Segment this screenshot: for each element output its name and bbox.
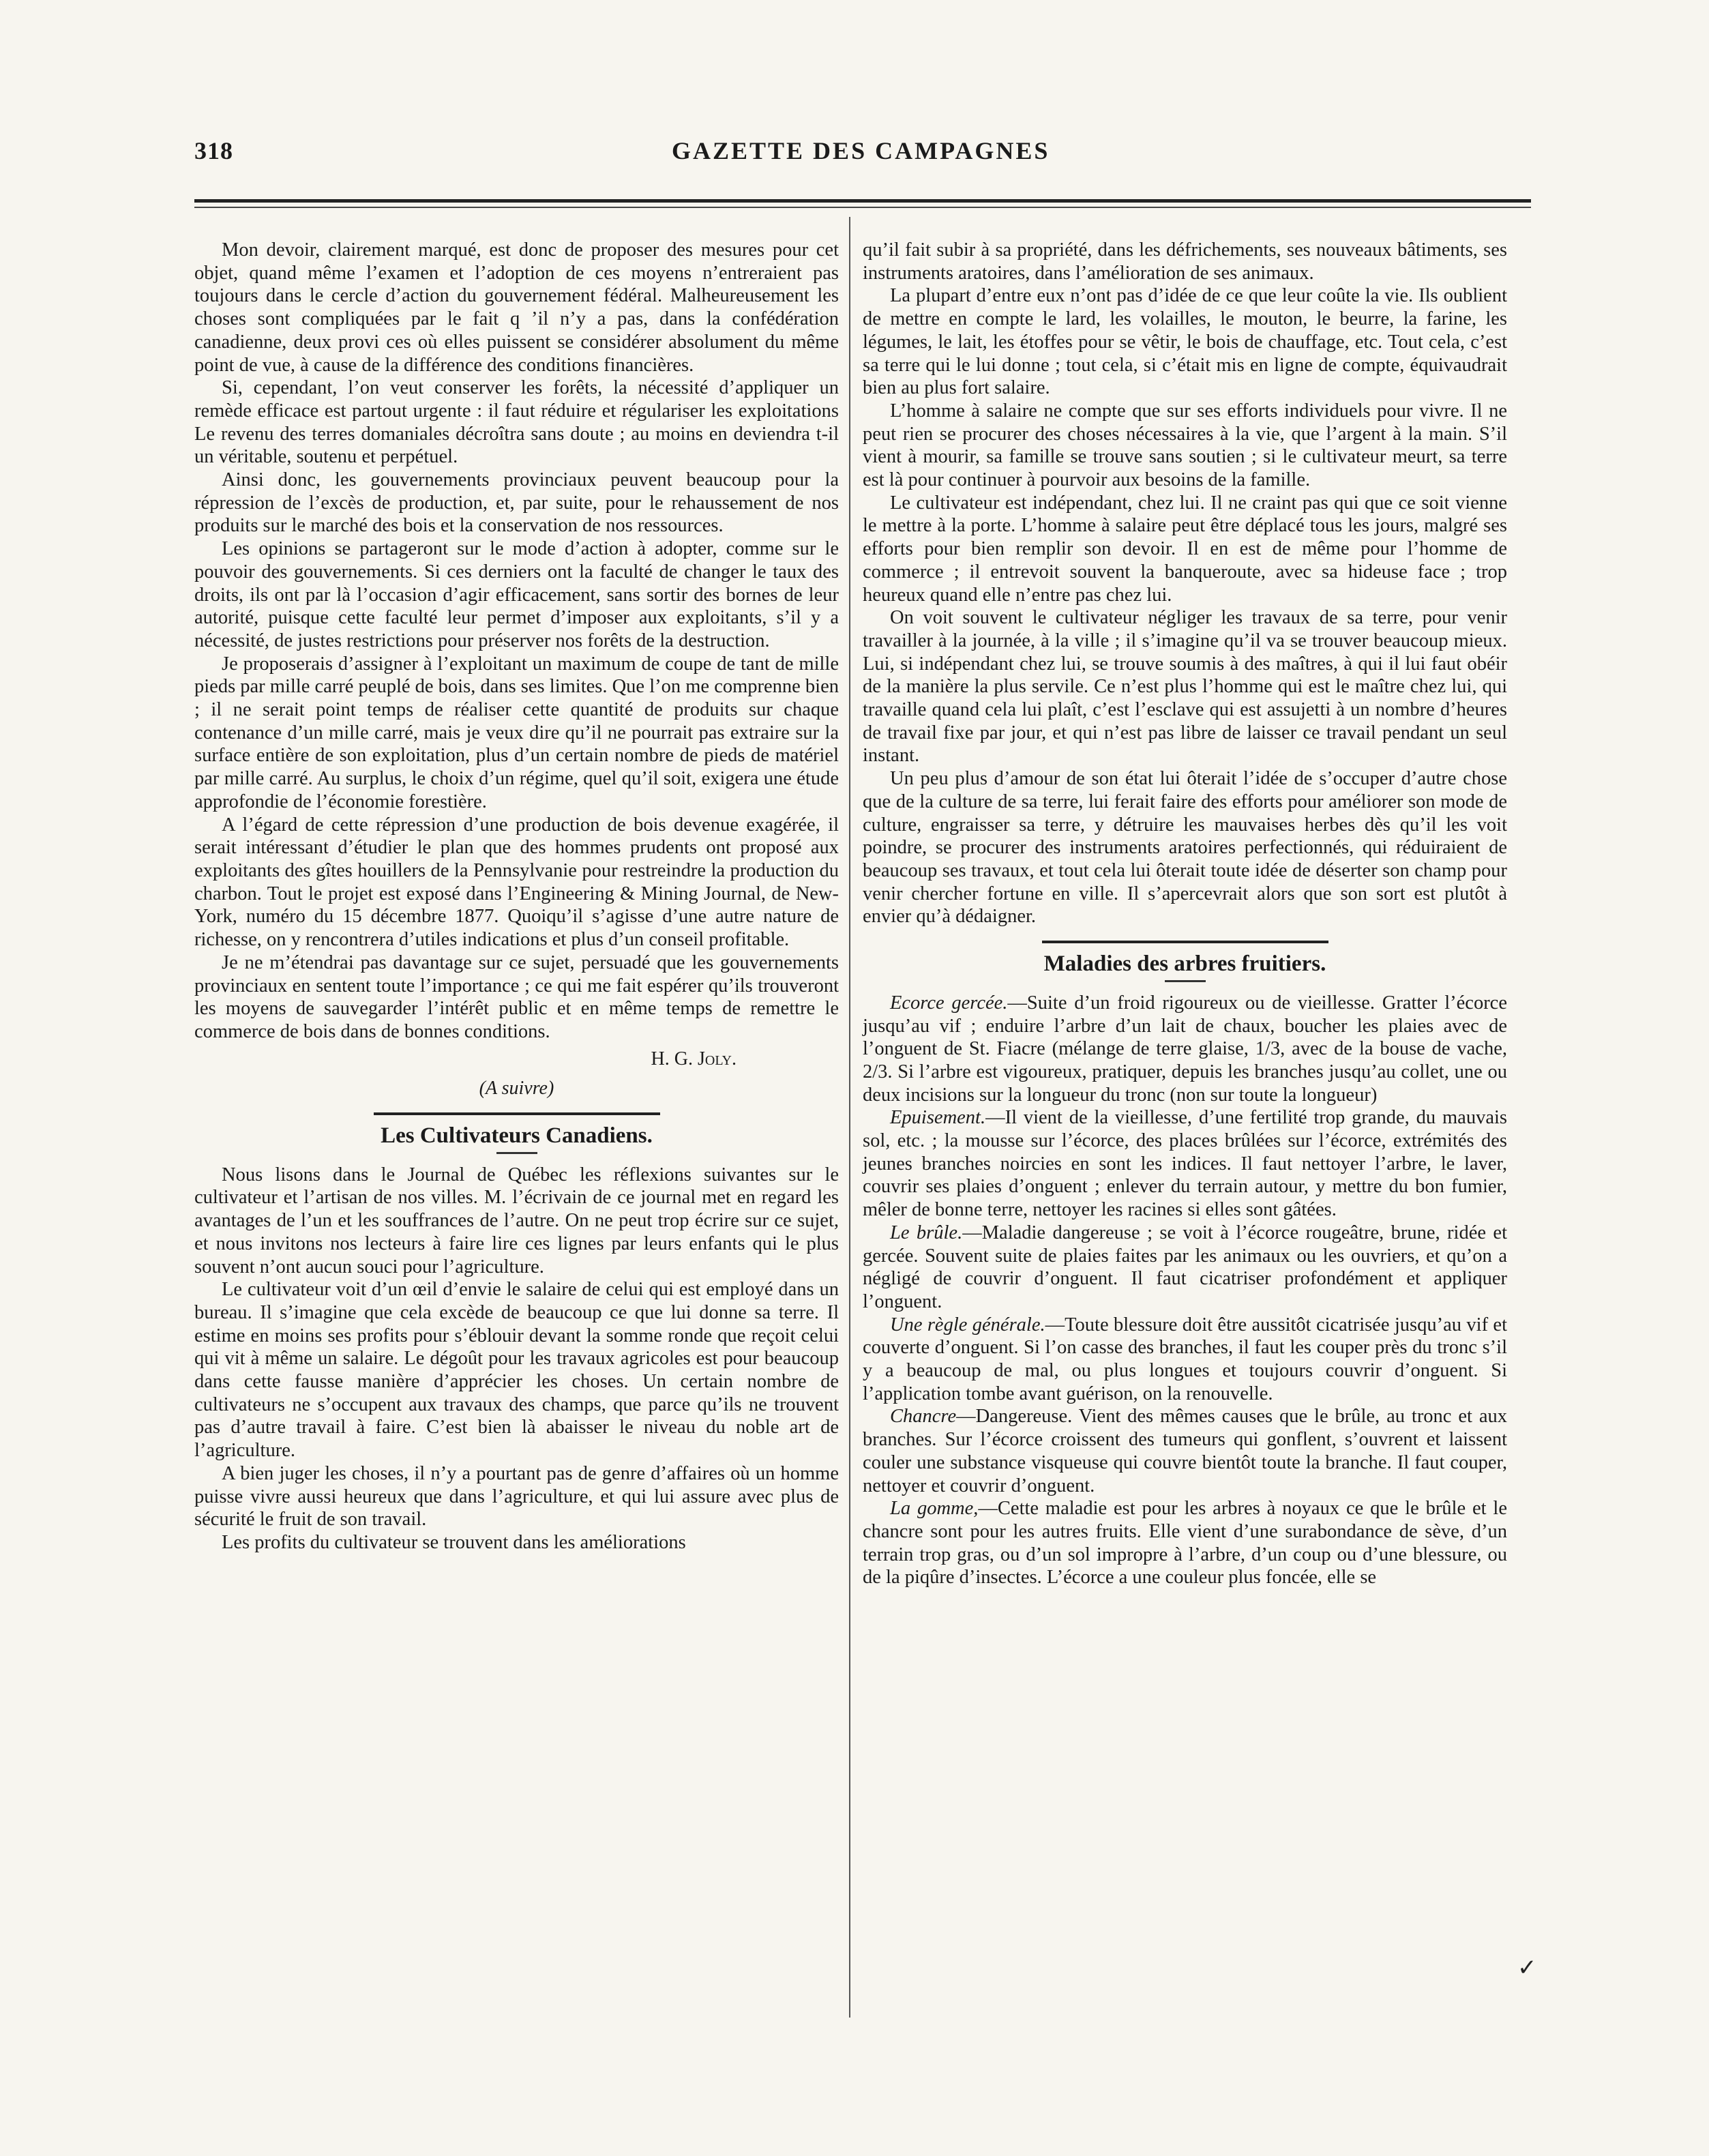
disease-entry [863, 1106, 1507, 1222]
section-rule [1042, 941, 1328, 943]
section-rule [374, 1112, 660, 1115]
section-heading-cultivateurs [194, 1112, 839, 1154]
paragraph: qu’il fait subir à sa propriété, dans les défrichements, ses nouveaux bâtiments, ses instruments aratoires, dans l’amélioration de ses animaux. [863, 239, 1507, 284]
entry-term: Epuisement. [890, 1107, 986, 1129]
paragraph: Nous lisons dans le Journal de Québec les réflexions suivantes sur le cultivateur et l’artisan de nos villes. M. l’écrivain de ce journal met en regard les avantages de l’un et les souffrances de l’autre. On ne peut trop écrire sur ce sujet, et nous invitons nos lecteurs à faire lire ces lignes par leurs enfants qui le plus souvent n’ont aucun souci pour l’agriculture. [194, 1164, 839, 1278]
entry-term: Ecorce gercée. [890, 992, 1008, 1014]
entry-term: Le brûle. [890, 1222, 963, 1243]
section-title: Les Cultivateurs Canadiens. [381, 1123, 653, 1149]
author-signature: H. G. Joly. [651, 1048, 737, 1069]
entry-text: —Maladie dangereuse ; se voit à l’écorce rougeâtre, brune, ridée et gercée. Souvent suite de plaies faites par les animaux ou les ouvriers, et qu’on a négligé de couvrir d’onguent. Il faut cicatriser profondément et appliquer l’onguent. [863, 1222, 1507, 1312]
entry-text: —Toute blessure doit être aussitôt cicatrisée jusqu’au vif et couverte d’onguent. Si l’on casse des branches, il faut les couper près du tronc s’il y a beaucoup de mal, ou plus longues et toujours couvrir d’onguent. Si l’application tombe avant guérison, on la renouvelle. [863, 1314, 1507, 1404]
page-number: 318 [194, 137, 233, 164]
paragraph: Je proposerais d’assigner à l’exploitant un maximum de coupe de tant de mille pieds par mille carré peuplé de bois, dans ses limites. Que l’on me comprenne bien ; il ne serait point temps de réaliser cette quantité de produits sur chaque contenance d’un mille carré, mais je veux dire qu’il ne pourrait pas extraire sur la surface entière de son exploitation, plus d’un certain nombre de pieds de matériel par mille carré. Au surplus, le choix d’un régime, quel qu’il soit, exigera une étude approfondie de l’économie forestière. [194, 653, 839, 812]
section-dash [1165, 980, 1206, 982]
page-header [194, 136, 1531, 177]
section-title: Maladies des arbres fruitiers. [1043, 951, 1326, 977]
entry-text: —Cette maladie est pour les arbres à noyaux ce que le brûle et le chancre sont pour les autres fruits. Elle vient d’une surabondance de sève, d’un terrain trop gras, ou d’un sol impropre à l’arbre, d’un coup ou d’une blessure, ou de la piqûre d’insectes. L’écorce a une couleur plus foncée, elle se [863, 1498, 1507, 1589]
paragraph: Les opinions se partageront sur le mode d’action à adopter, comme sur le pouvoir des gouvernements. Si ces derniers ont la faculté de changer le taux des droits, ils ont par là l’occasion d’agir efficacement, sans sortir des bornes de leur autorité, puisque cette faculté leur permet d’imposer aux exploitants, s’il y a nécessité, de justes restrictions pour préserver nos forêts de la destruction. [194, 538, 839, 651]
paragraph: A l’égard de cette répression d’une production de bois devenue exagérée, il serait intéressant d’étudier le plan que des hommes prudents ont proposé aux exploitants des gîtes houillers de la Pennsylvanie pour restreindre la production du charbon. Tout le projet est exposé dans l’Engineering & Mining Journal, de New-York, numéro du 15 décembre 1877. Quoiqu’il s’agisse d’une autre nature de richesse, on y rencontrera d’utiles indications et plus d’un conseil profitable. [194, 814, 839, 951]
left-column [194, 239, 839, 1554]
disease-entry [863, 1314, 1507, 1406]
section-dash [496, 1152, 537, 1154]
disease-entry [863, 1222, 1507, 1314]
section-heading-maladies [863, 941, 1507, 982]
disease-entry [863, 1405, 1507, 1497]
paragraph: Les profits du cultivateur se trouvent dans les améliorations [222, 1531, 686, 1553]
to-be-continued: (A suivre) [479, 1078, 554, 1099]
entry-term: Une règle générale. [890, 1314, 1045, 1335]
entry-text: —Il vient de la vieillesse, d’une fertilité trop grande, du mauvais sol, etc. ; la mousse sur l’écorce, des places brûlées sur l’écorce, extrémités des jeunes branches noircies en sont les indices. Il faut nettoyer l’arbre, le laver, couvrir ses plaies d’onguent ; enlever du terrain autour, y mettre du bon fumier, mêler de bonne terre, nettoyer les racines si elles sont gâtées. [863, 1107, 1507, 1221]
paragraph: Le cultivateur voit d’un œil d’envie le salaire de celui qui est employé dans un bureau. Il s’imagine que cela excède de beaucoup ce que lui donne sa terre. Il estime en moins ses profits pour s’éblouir devant la somme ronde que reçoit celui qui vit à même un salaire. Le dégoût pour les travaux agricoles est pour beaucoup dans cette fausse manière d’apprécier les choses. Un certain nombre de cultivateurs ne s’occupent aux travaux des champs, que parce qu’ils ne trouvent pas d’autre travail à faire. C’est bien là abaisser le niveau du noble art de l’agriculture. [194, 1279, 839, 1462]
header-rule [194, 199, 1531, 203]
disease-entry [863, 992, 1507, 1107]
paragraph: A bien juger les choses, il n’y a pourtant pas de genre d’affaires où un homme puisse vivre aussi heureux que dans l’agriculture, et qui lui assure avec plus de sécurité le fruit de son travail. [194, 1462, 839, 1531]
entry-term: Chancre [890, 1406, 957, 1428]
paragraph: Ainsi donc, les gouvernements provinciaux peuvent beaucoup pour la répression de l’excès de production, et, par suite, pour le rehaussement de nos produits sur le marché des bois et la conservation de nos ressources. [194, 469, 839, 537]
pen-mark-icon: ✓ [1517, 1955, 1537, 1981]
paragraph: Le cultivateur est indépendant, chez lui. Il ne craint pas qui que ce soit vienne le mettre à la porte. L’homme à salaire peut être déplacé tous les jours, malgré ses efforts pour bien remplir son devoir. Il en est de même pour l’homme de commerce ; il entrevoit souvent la banqueroute, avec sa hideuse face ; trop heureux quand elle n’entre pas chez lui. [863, 492, 1507, 606]
entry-term: La gomme, [890, 1498, 979, 1520]
paragraph: Mon devoir, clairement marqué, est donc de proposer des mesures pour cet objet, quand même l’examen et l’adoption de ces moyens n’entreraient pas toujours dans le cercle d’action du gouvernement fédéral. Malheureusement les choses sont compliquées par le fait q ’il n’y a pas, dans la confédération canadienne, deux provi ces où elles puissent se considérer absolument du même point de vue, à cause de la différence des conditions financières. [194, 239, 839, 376]
header-rule-thin [194, 207, 1531, 208]
entry-text: —Suite d’un froid rigoureux ou de vieillesse. Gratter l’écorce jusqu’au vif ; enduire l’arbre d’un lait de chaux, boucher les plaies avec de l’onguent de St. Fiacre (mélange de terre glaise, 1/3, avec de la bouse de vache, 2/3. Si l’arbre est vigoureux, pratiquer, depuis les branches jusqu’au collet, une ou deux incisions sur la longueur du tronc (non sur toute la longueur) [863, 992, 1507, 1106]
paragraph: On voit souvent le cultivateur négliger les travaux de sa terre, pour venir travailler à la journée, à la ville ; il s’imagine qu’il va se trouver beaucoup mieux. Lui, si indépendant chez lui, se trouve soumis à des maîtres, à qui il lui faut obéir de la manière la plus servile. Ce n’est plus l’homme qui est le maître chez lui, qui travaille quand cela lui plaît, c’est l’esclave qui est assujetti à un nombre d’heures de travail fixe par jour, et qui n’est pas libre de laisser ce travail pendant un seul instant. [863, 607, 1507, 767]
journal-title: GAZETTE DES CAMPAGNES [672, 137, 1050, 164]
paragraph: Un peu plus d’amour de son état lui ôterait l’idée de s’occuper d’autre chose que de la culture de sa terre, lui ferait faire des efforts pour améliorer son mode de culture, engraisser sa terre, y détruire les mauvaises herbes dès qu’il les voit poindre, se procurer des instruments aratoires perfectionnés, qui réduiraient de beaucoup ses travaux, et tout cela lui ôterait toute idée de déserter son champ pour venir chercher fortune en ville. Il s’apercevrait alors que son sort est plutôt à envier qu’à dédaigner. [863, 768, 1507, 928]
paragraph: La plupart d’entre eux n’ont pas d’idée de ce que leur coûte la vie. Ils oublient de mettre en compte le lard, les volailles, le mouton, le beurre, la farine, les légumes, le lait, les étoffes pour se vêtir, le bois de chauffage, etc. Tout cela, c’est sa terre qui le lui donne ; tout cela, si c’était mis en ligne de compte, équivaudrait bien au plus fort salaire. [863, 285, 1507, 399]
paragraph: Je ne m’étendrai pas davantage sur ce sujet, persuadé que les gouvernements provinciaux en sentent toute l’importance ; ce qui me fait espérer qu’ils trouveront les moyens de sauvegarder l’intérêt public et en même temps de remettre le commerce de bois dans de bonnes conditions. [194, 951, 839, 1042]
paragraph: Si, cependant, l’on veut conserver les forêts, la nécessité d’appliquer un remède efficace est partout urgente : il faut réduire et régulariser les exploitations Le revenu des terres domaniales décroîtra sans doute ; au moins en deviendra t-il un véritable, soutenu et perpétuel. [194, 377, 839, 468]
entry-text: —Dangereuse. Vient des mêmes causes que le brûle, au tronc et aux branches. Sur l’écorce croissent des tumeurs qui gonflent, s’ouvrent et laissent couler une substance visqueuse qui couvre bientôt toute la branche. Il faut couper, nettoyer et couvrir d’onguent. [863, 1406, 1507, 1496]
disease-entry [863, 1497, 1507, 1589]
paragraph: L’homme à salaire ne compte que sur ses efforts individuels pour vivre. Il ne peut rien se procurer des choses nécessaires à la vie, que l’argent à la main. S’il vient à mourir, sa famille se trouve sans soutien ; si le cultivateur meurt, sa terre est là pour continuer à pourvoir aux besoins de la famille. [863, 400, 1507, 491]
column-divider [849, 217, 850, 2018]
right-column [863, 239, 1507, 1589]
